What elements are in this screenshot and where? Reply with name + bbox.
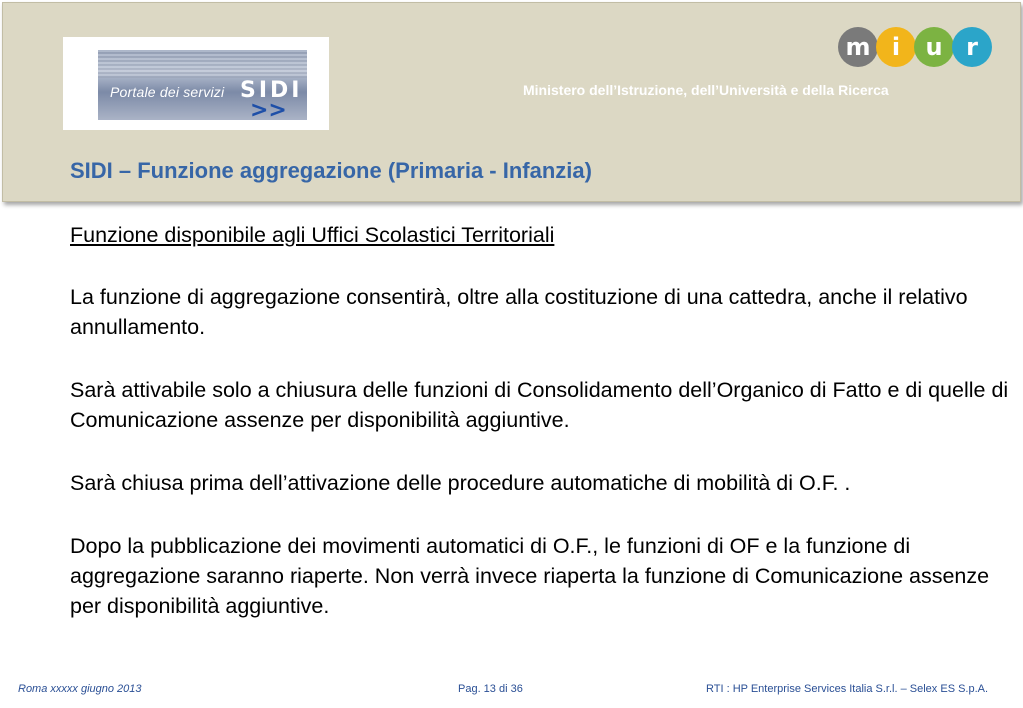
footer-date: Roma xxxxx giugno 2013 [18,683,142,695]
paragraph-1: La funzione di aggregazione consentirà, oltre alla costituzione di una cattedra, anche il relativo annullamento. [70,285,968,339]
sidi-brand-text: SIDI [240,78,303,103]
ministry-name: Ministero dell’Istruzione, dell’Università e della Ricerca [523,82,889,98]
footer-page-number: Pag. 13 di 36 [458,683,523,695]
miur-letter-u: u [914,27,954,67]
slide-subtitle: Funzione disponibile agli Uffici Scolastici Territoriali [70,223,555,247]
miur-letter-i: i [876,27,916,67]
footer-company: RTI : HP Enterprise Services Italia S.r.l. – Selex ES S.p.A. [706,683,989,695]
sidi-logo [63,37,329,130]
sidi-portal-text: Portale dei servizi [110,84,225,100]
miur-letter-r: r [952,27,992,67]
sidi-banner-image [98,50,307,120]
paragraph-3: Sarà chiusa prima dell’attivazione delle procedure automatiche di mobilità di O.F. . [70,471,851,495]
banner-stripes [98,50,307,78]
sidi-arrows: >> [250,98,287,120]
paragraph-2: Sarà attivabile solo a chiusura delle funzioni di Consolidamento dell’Organico di Fatto e di quelle di Comunicazione assenze per disponibilità aggiuntive. [70,378,1009,432]
miur-letter-m: m [838,27,878,67]
slide-title: SIDI – Funzione aggregazione (Primaria - Infanzia) [70,158,592,183]
slide-content [70,220,1010,654]
miur-logo [838,25,994,73]
paragraph-4: Dopo la pubblicazione dei movimenti automatici di O.F., le funzioni di OF e la funzione di aggregazione saranno riaperte. Non verrà invece riaperta la funzione di Comunicazione assenze per disponibilità aggiuntive. [70,534,990,618]
